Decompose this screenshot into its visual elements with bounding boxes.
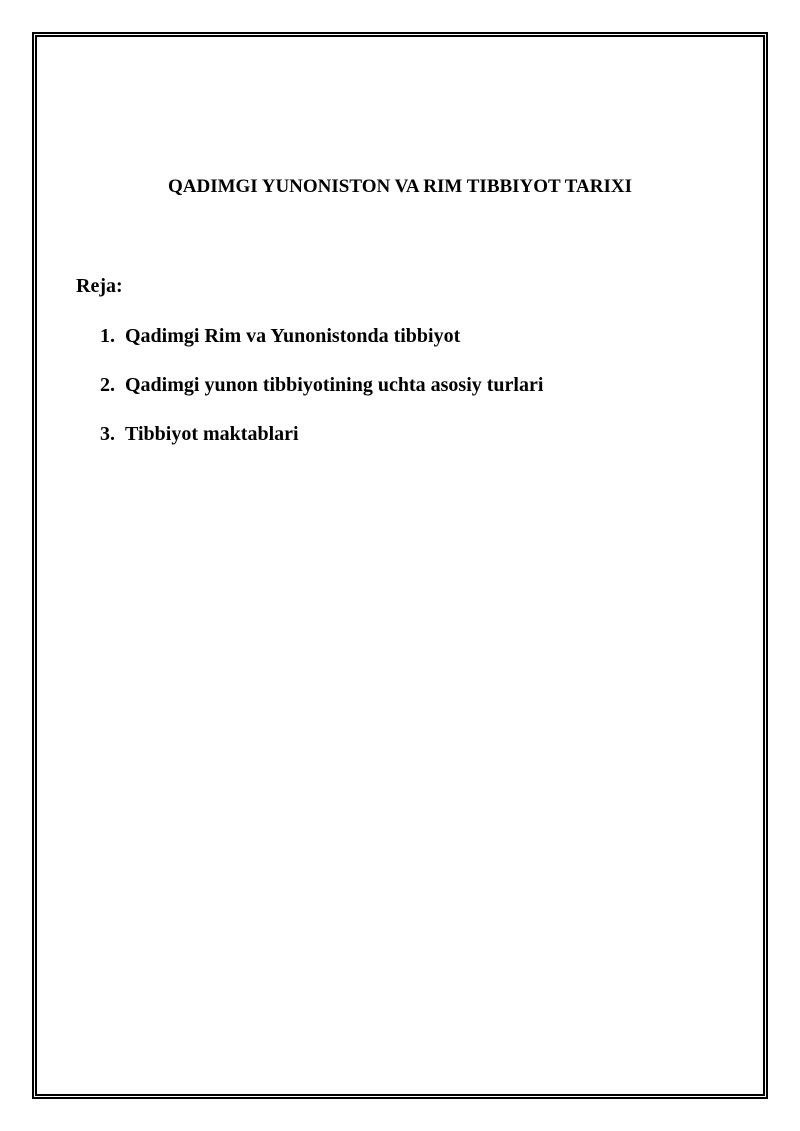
plan-item-text: Qadimgi yunon tibbiyotining uchta asosiy turlari xyxy=(125,374,544,396)
plan-list xyxy=(100,325,543,472)
plan-item-3 xyxy=(100,423,543,472)
plan-item-1 xyxy=(100,325,543,374)
plan-item-2 xyxy=(100,374,543,423)
plan-item-number: 2. xyxy=(100,374,115,396)
plan-item-text: Qadimgi Rim va Yunonistonda tibbiyot xyxy=(125,325,461,347)
document-title: QADIMGI YUNONISTON VA RIM TIBBIYOT TARIXI xyxy=(167,176,633,197)
plan-item-number: 3. xyxy=(100,423,115,445)
plan-item-text: Tibbiyot maktablari xyxy=(125,423,299,445)
plan-item-number: 1. xyxy=(100,325,115,347)
plan-label: Reja: xyxy=(76,275,123,297)
